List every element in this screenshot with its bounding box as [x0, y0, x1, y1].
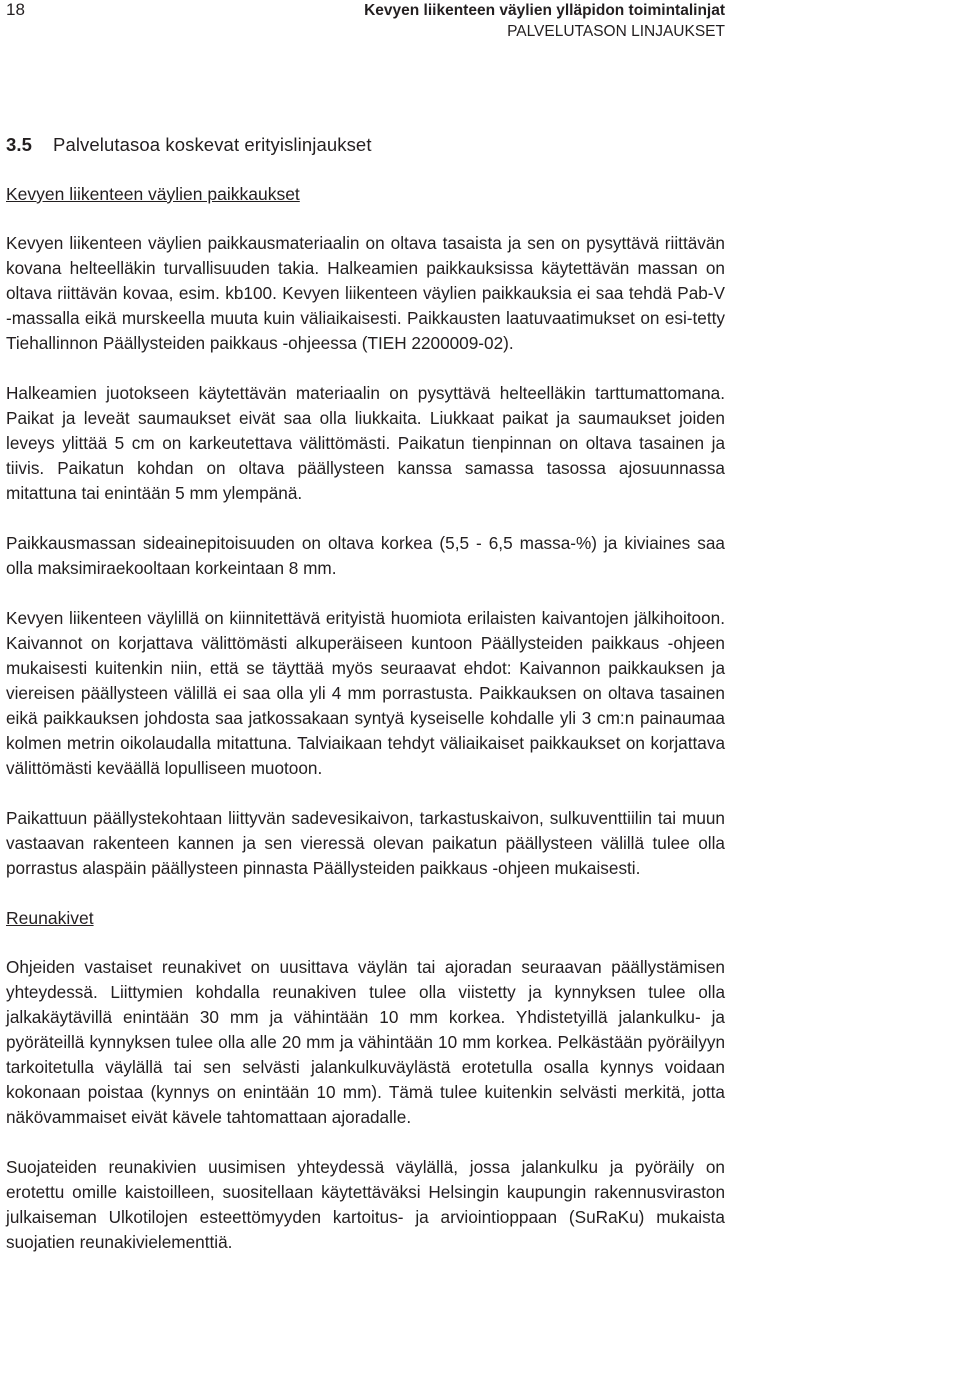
running-header [364, 0, 725, 42]
paragraph: Suojateiden reunakivien uusimisen yhteydessä väylällä, jossa jalankulku ja pyöräily on erotettu omille kaistoilleen, suositellaan käytettäväksi Helsingin kaupungin rakennusviraston julkaiseman Ulkotilojen esteettömyyden kartoitus- ja arviointioppaan (SuRaKu) mukaista suojatien reunakivielementtiä. [6, 1157, 725, 1252]
paragraph: Paikkausmassan sideainepitoisuuden on oltava korkea (5,5 - 6,5 massa-%) ja kiviaines saa olla maksimiraekooltaan korkeintaan 8 mm. [6, 533, 725, 578]
document-body [6, 132, 725, 1255]
paragraph: Ohjeiden vastaiset reunakivet on uusittava väylän tai ajoradan seuraavan päällystämisen yhteydessä. Liittymien kohdalla reunakiven tulee olla viistetty ja kynnyksen tulee olla jalkakäytävillä enintään 30 mm ja vähintään 10 mm korkea. Yhdistetyillä jalankulku- ja pyöräteillä kynnyksen tulee olla alle 20 mm ja vähintään 10 mm korkea. Pelkästään pyöräilyyn tarkoitetulla väylällä tai sen selvästi jalankulkuväylästä erotetulla osalla kynnys voidaan kokonaan poistaa (kynnys on enintään 10 mm). Tämä tulee kuitenkin selvästi merkitä, jotta näkövammaiset eivät kävele tahtomattaan ajoradalle. [6, 957, 725, 1127]
section-heading [6, 132, 725, 158]
section-title: Palvelutasoa koskevat erityislinjaukset [53, 134, 372, 155]
running-header-subtitle: PALVELUTASON LINJAUKSET [507, 23, 725, 40]
subsection-heading-paikkaukset: Kevyen liikenteen väylien paikkaukset [6, 184, 300, 204]
page-number: 18 [6, 0, 25, 19]
running-header-title: Kevyen liikenteen väylien ylläpidon toimintalinjat [364, 2, 725, 19]
paragraph: Paikattuun päällystekohtaan liittyvän sadevesikaivon, tarkastuskaivon, sulkuventtiilin tai muun vastaavan rakenteen kannen ja sen vieressä olevan paikatun päällysteen välillä tulee olla porrastus alaspäin päällysteen pinnasta Päällysteiden paikkaus -ohjeen mukaisesti. [6, 808, 725, 878]
subsection-heading-reunakivet: Reunakivet [6, 908, 94, 928]
section-number: 3.5 [6, 134, 33, 155]
paragraph: Kevyen liikenteen väylien paikkausmateriaalin on oltava tasaista ja sen on pysyttävä riittävän kovana helteelläkin turvallisuuden takia. Halkeamien paikkauksissa käytettävän massan on oltava riittävän kovaa, esim. kb100. Kevyen liikenteen väylien paikkauksia ei saa tehdä Pab-V -massalla eikä murskeella muuta kuin väliaikaisesti. Paikkausten laatuvaatimukset on esi-tetty Tiehallinnon Päällysteiden paikkaus -ohjeessa (TIEH 2200009-02). [6, 233, 725, 353]
paragraph: Halkeamien juotokseen käytettävän materiaalin on pysyttävä helteelläkin tarttumattomana. Paikat ja leveät saumaukset eivät saa olla liukkaita. Liukkaat paikat ja saumaukset joiden leveys ylittää 5 cm on karkeutettava välittömästi. Paikatun tienpinnan on oltava tasainen ja tiivis. Paikatun kohdan on oltava päällysteen kanssa samassa tasossa ajosuunnassa mitattuna tai enintään 5 mm ylempänä. [6, 383, 725, 503]
paragraph: Kevyen liikenteen väylillä on kiinnitettävä erityistä huomiota erilaisten kaivantojen jälkihoitoon. Kaivannot on korjattava välittömästi alkuperäiseen kuntoon Päällysteiden paikkaus -ohjeen mukaisesti kuitenkin niin, että se täyttää myös seuraavat ehdot: Kaivannon paikkauksen ja viereisen päällysteen välillä ei saa olla yli 4 mm porrastusta. Paikkauksen on oltava tasainen eikä paikkauksen johdosta saa jatkossakaan syntyä kyseiselle kohdalle yli 3 cm:n painaumaa kolmen metrin oikolaudalla mitattuna. Talviaikaan tehdyt väliaikaiset paikkaukset on korjattava välittömästi keväällä lopulliseen muotoon. [6, 608, 725, 778]
